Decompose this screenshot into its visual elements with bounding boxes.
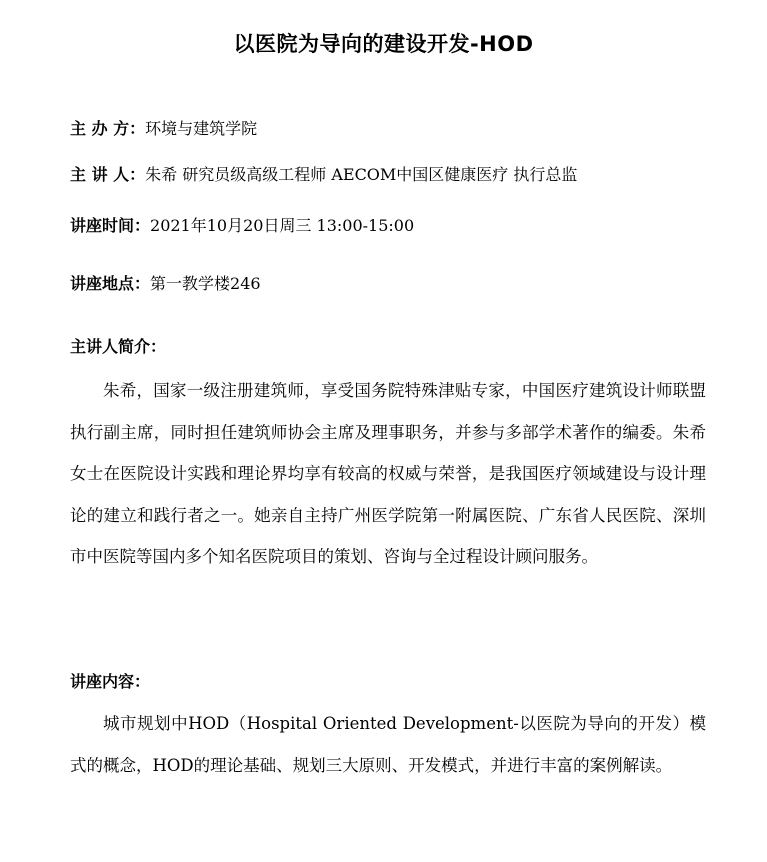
lecture-content-paragraph: 城市规划中HOD（Hospital Oriented Development-以医院为导向的开发）模式的概念，HOD的理论基础、规划三大原则、开发模式，并进行丰富的案例解读。 xyxy=(70,714,706,775)
speaker-intro-paragraph: 朱希，国家一级注册建筑师，享受国务院特殊津贴专家，中国医疗建筑设计师联盟执行副主席，同时担任建筑师协会主席及理事职务，并参与多部学术著作的编委。朱希女士在医院设计实践和理论界均享有较高的权威与荣誉，是我国医疗领域建设与设计理论的建立和践行者之一。她亲自主持广州医学院第一附属医院、广东省人民医院、深圳市中医院等国内多个知名医院项目的策划、咨询与全过程设计顾问服务。 xyxy=(70,381,706,566)
time-label: 讲座时间： xyxy=(70,216,151,235)
speaker-label: 主 讲 人： xyxy=(70,165,146,184)
speaker-field xyxy=(70,162,577,185)
host-label: 主 办 方： xyxy=(70,119,146,138)
location-value: 第一教学楼246 xyxy=(150,274,261,293)
host-field xyxy=(70,116,257,139)
host-value: 环境与建筑学院 xyxy=(145,119,258,138)
time-value: 2021年10月20日周三 13:00-15:00 xyxy=(150,216,415,235)
lecture-content-heading: 讲座内容： xyxy=(70,672,151,691)
location-label: 讲座地点： xyxy=(70,274,151,293)
location-field xyxy=(70,271,261,294)
speaker-intro-heading: 主讲人简介： xyxy=(70,337,167,356)
time-field xyxy=(70,213,414,236)
page-title: 以医院为导向的建设开发-HOD xyxy=(233,32,534,56)
speaker-value: 朱希 研究员级高级工程师 AECOM中国区健康医疗 执行总监 xyxy=(145,165,578,184)
